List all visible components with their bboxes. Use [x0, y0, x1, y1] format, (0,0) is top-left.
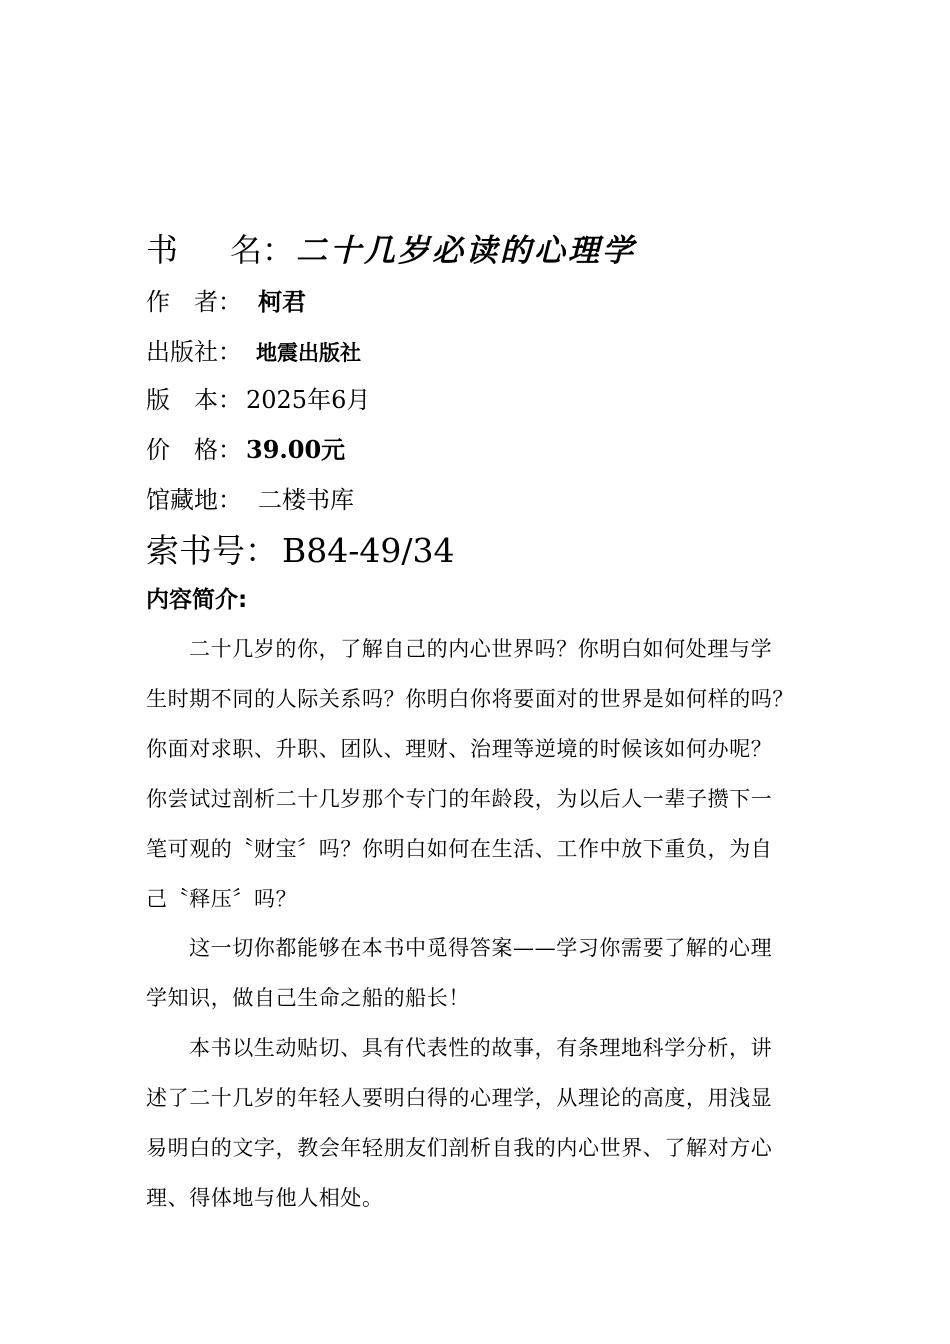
publisher-value: 地震出版社	[256, 341, 361, 365]
intro-heading: 内容简介:	[146, 587, 248, 613]
intro-paragraph	[146, 1023, 824, 1223]
edition-label: 版 本：	[146, 386, 242, 414]
paragraph-line: 生时期不同的人际关系吗？你明白你将要面对的世界是如何样的吗？	[146, 687, 794, 711]
edition-value: 2025年6月	[246, 386, 371, 414]
book-title-value: 二十几岁必读的心理学	[296, 233, 636, 269]
price-label: 价 格：	[146, 436, 242, 464]
call-number-row	[146, 528, 455, 574]
location-row	[146, 483, 354, 517]
publisher-label: 出版社：	[146, 338, 242, 366]
paragraph-line: 你尝试过剖析二十几岁那个专门的年龄段，为以后人一辈子攒下一	[146, 787, 773, 811]
paragraph-line: 二十几岁的你，了解自己的内心世界吗？你明白如何处理与学	[189, 637, 773, 661]
book-title-row	[146, 228, 636, 273]
paragraph-line: 笔可观的〝财宝〞吗？你明白如何在生活、工作中放下重负，为自	[146, 837, 773, 861]
publisher-row	[146, 335, 361, 370]
intro-paragraph	[146, 923, 824, 1023]
price-value: 39.00元	[246, 435, 346, 464]
paragraph-line: 学知识，做自己生命之船的船长！	[146, 986, 470, 1010]
location-value: 二楼书库	[258, 486, 354, 514]
price-row	[146, 433, 345, 467]
edition-row	[146, 383, 370, 417]
paragraph-line: 易明白的文字，教会年轻朋友们剖析自我的内心世界、了解对方心	[146, 1136, 773, 1160]
paragraph-line: 己〝释压〞吗？	[146, 887, 298, 911]
paragraph-line: 本书以生动贴切、具有代表性的故事，有条理地科学分析，讲	[189, 1036, 773, 1060]
call-number-value: B84-49/34	[282, 531, 455, 570]
paragraph-line: 你面对求职、升职、团队、理财、治理等逆境的时候该如何办呢？	[146, 737, 773, 761]
paragraph-line: 述了二十几岁的年轻人要明白得的心理学，从理论的高度，用浅显	[146, 1086, 773, 1110]
location-label: 馆藏地：	[146, 486, 242, 514]
author-value: 柯君	[258, 288, 306, 316]
author-row	[146, 285, 306, 319]
book-title-label: 书 名：	[146, 231, 295, 269]
author-label: 作 者：	[146, 288, 242, 316]
paragraph-line: 理、得体地与他人相处。	[146, 1186, 384, 1210]
paragraph-line: 这一切你都能够在本书中觅得答案——学习你需要了解的心理	[189, 936, 773, 960]
call-number-label: 索书号：	[146, 531, 278, 570]
intro-paragraph	[146, 624, 824, 924]
